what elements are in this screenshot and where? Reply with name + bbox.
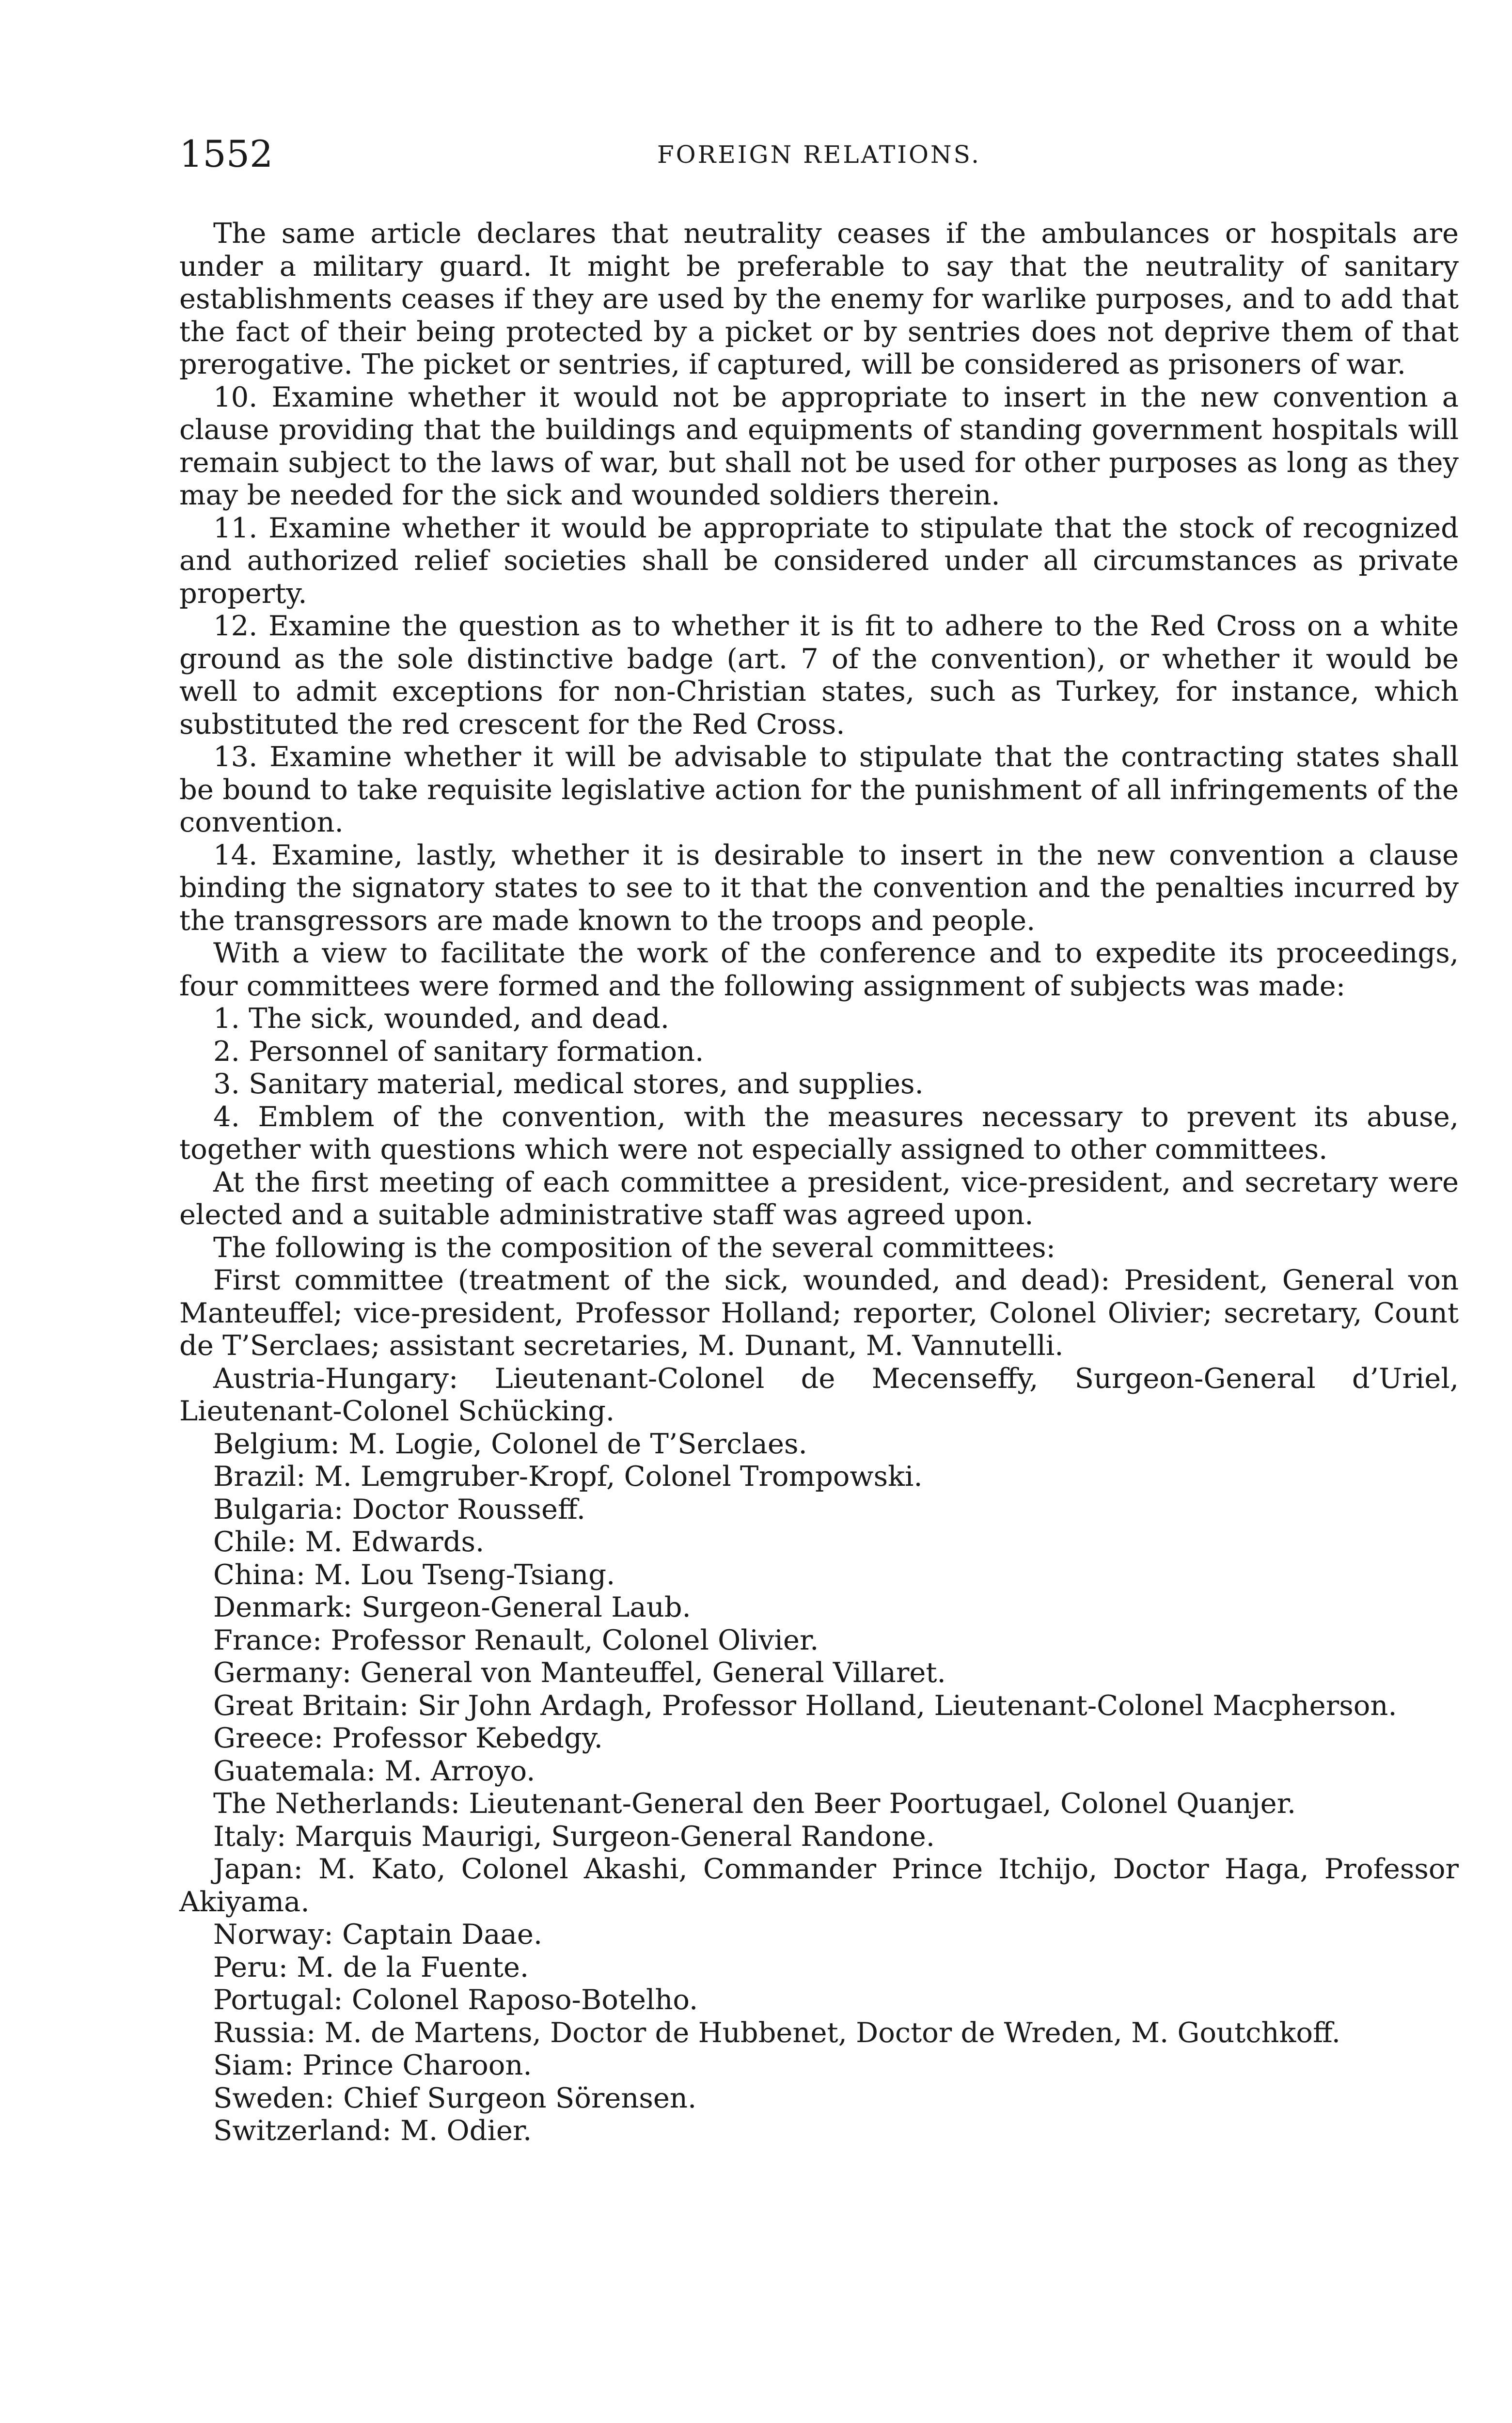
member-brazil: Brazil: M. Lemgruber-Kropf, Colonel Trompowski. <box>213 1460 923 1493</box>
page-number: 1552 <box>179 132 273 175</box>
subject-1: 1. The sick, wounded, and dead. <box>213 1002 670 1035</box>
member-switzerland: Switzerland: M. Odier. <box>213 2114 532 2147</box>
member-norway: Norway: Captain Daae. <box>213 1918 543 1951</box>
member-chile: Chile: M. Edwards. <box>213 1526 485 1558</box>
member-denmark: Denmark: Surgeon-General Laub. <box>213 1591 691 1623</box>
member-germany: Germany: General von Manteuffel, General Villaret. <box>213 1656 946 1689</box>
member-portugal: Portugal: Colonel Raposo-Botelho. <box>213 1983 698 2016</box>
member-france: France: Professor Renault, Colonel Olivier. <box>213 1623 819 1656</box>
paragraph-composition: The following is the composition of the several committees: <box>213 1231 1055 1264</box>
body-text <box>179 217 1459 2147</box>
page-header <box>179 132 1459 175</box>
member-austria-hungary: Austria-Hungary: Lieutenant-Colonel de Mecenseffy, Surgeon-General d’Uriel, Lieutenant-Colonel Schücking. <box>179 1362 1459 1427</box>
member-japan: Japan: M. Kato, Colonel Akashi, Commander Prince Itchijo, Doctor Haga, Professor Akiyama. <box>179 1853 1459 1918</box>
member-netherlands: The Netherlands: Lieutenant-General den Beer Poortugael, Colonel Quanjer. <box>213 1787 1296 1820</box>
subject-3: 3. Sanitary material, medical stores, and supplies. <box>213 1068 924 1100</box>
member-belgium: Belgium: M. Logie, Colonel de T’Serclaes. <box>213 1427 807 1460</box>
member-italy: Italy: Marquis Maurigi, Surgeon-General Randone. <box>213 1820 935 1853</box>
member-bulgaria: Bulgaria: Doctor Rousseff. <box>213 1493 586 1526</box>
subject-2: 2. Personnel of sanitary formation. <box>213 1035 704 1068</box>
paragraph-committees-intro: With a view to facilitate the work of the conference and to expedite its proceedings, four committees were formed and the following assignment of subjects was made: <box>179 937 1459 1002</box>
member-guatemala: Guatemala: M. Arroyo. <box>213 1754 536 1787</box>
paragraph-first-meeting: At the first meeting of each committee a president, vice-president, and secretary were elected and a suitable administrative staff was agreed upon. <box>179 1165 1459 1231</box>
paragraph-first-committee: First committee (treatment of the sick, wounded, and dead): President, General von Manteuffel; vice-president, Professor Holland; reporter, Colonel Olivier; secretary, Count de T’Serclaes; assistant secretaries, M. Dunant, M. Vannutelli. <box>179 1264 1459 1362</box>
member-china: China: M. Lou Tseng-Tsiang. <box>213 1558 615 1591</box>
member-greece: Greece: Professor Kebedgy. <box>213 1722 603 1754</box>
paragraph-neutrality: The same article declares that neutrality ceases if the ambulances or hospitals are under a military guard. It might be preferable to say that the neutrality of sanitary establishments ceases if they are used by the enemy for warlike purposes, and to add that the fact of their being protected by a picket or by sentries does not deprive them of that prerogative. The picket or sentries, if captured, will be considered as prisoners of war. <box>179 217 1459 380</box>
member-russia: Russia: M. de Martens, Doctor de Hubbenet, Doctor de Wreden, M. Goutchkoff. <box>213 2016 1341 2049</box>
subject-4: 4. Emblem of the convention, with the measures necessary to prevent its abuse, together with questions which were not especially assigned to other committees. <box>179 1100 1459 1165</box>
member-peru: Peru: M. de la Fuente. <box>213 1951 529 1983</box>
item-10: 10. Examine whether it would not be appropriate to insert in the new convention a clause providing that the buildings and equipments of standing government hospitals will remain subject to the laws of war, but shall not be used for other purposes as long as they may be needed for the sick and wounded soldiers therein. <box>179 380 1459 511</box>
item-14: 14. Examine, lastly, whether it is desirable to insert in the new convention a clause binding the signatory states to see to it that the convention and the penalties incurred by the transgressors are made known to the troops and people. <box>179 838 1459 937</box>
item-12: 12. Examine the question as to whether it is fit to adhere to the Red Cross on a white ground as the sole distinctive badge (art. 7 of the convention), or whether it would be well to admit exceptions for non-Christian states, such as Turkey, for instance, which substituted the red crescent for the Red Cross. <box>179 610 1459 740</box>
document-page <box>179 132 1459 2147</box>
member-siam: Siam: Prince Charoon. <box>213 2049 532 2081</box>
running-head: FOREIGN RELATIONS. <box>657 141 981 169</box>
item-13: 13. Examine whether it will be advisable to stipulate that the contracting states shall be bound to take requisite legislative action for the punishment of all infringements of the convention. <box>179 740 1459 838</box>
member-great-britain: Great Britain: Sir John Ardagh, Professor Holland, Lieutenant-Colonel Macpherson. <box>213 1689 1397 1722</box>
item-11: 11. Examine whether it would be appropriate to stipulate that the stock of recognized and authorized relief societies shall be considered under all circumstances as private property. <box>179 511 1459 610</box>
member-sweden: Sweden: Chief Surgeon Sörensen. <box>213 2081 697 2114</box>
